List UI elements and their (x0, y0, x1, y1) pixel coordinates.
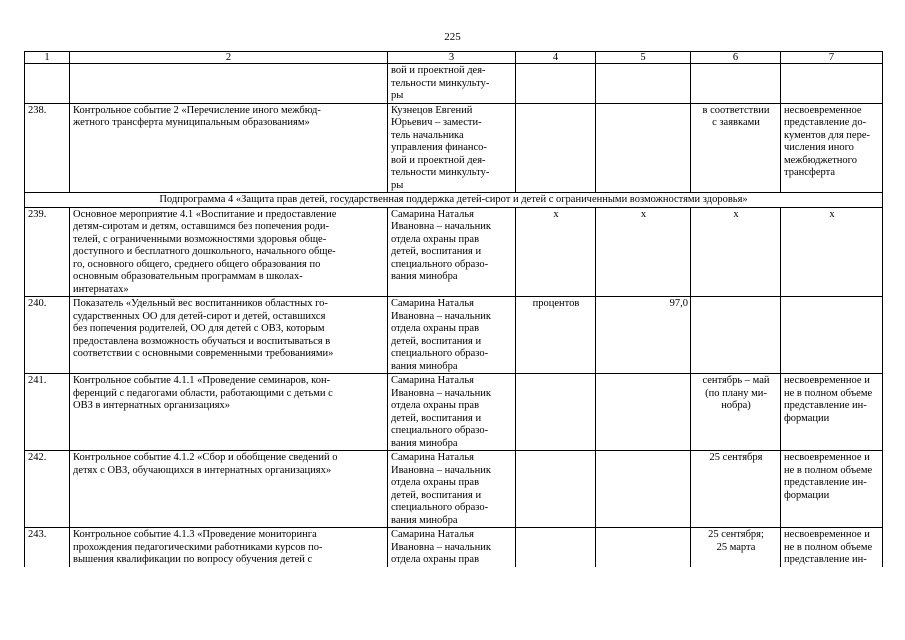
row-unit (516, 451, 596, 528)
row-unit: процентов (516, 297, 596, 374)
col-2-header: 2 (70, 52, 388, 64)
row-risk: несвоевременное и не в полном объеме представление ин- формации (781, 451, 883, 528)
col-4-header: 4 (516, 52, 596, 64)
row-term: в соответствии с заявками (691, 103, 781, 193)
row-number: 243. (25, 528, 70, 567)
row-number: 240. (25, 297, 70, 374)
row-responsible: Самарина Наталья Ивановна – начальник отдела охраны прав детей, воспитания и специального образо- вания минобра (388, 297, 516, 374)
row-responsible: Самарина Наталья Ивановна – начальник отдела охраны прав (388, 528, 516, 567)
row-value (596, 528, 691, 567)
table-row (25, 103, 883, 193)
page-number: 225 (444, 31, 461, 43)
row-name: Контрольное событие 4.1.3 «Проведение мониторинга прохождения педагогическими работниками курсов по- вышения квалификации по вопросу обучения детей с (70, 528, 388, 567)
row-number: 238. (25, 103, 70, 193)
row-responsible: Самарина Наталья Ивановна – начальник отдела охраны прав детей, воспитания и специального образо- вания минобра (388, 374, 516, 451)
row-name: Контрольное событие 4.1.1 «Проведение семинаров, кон- ференций с педагогами области, работающими с детьми с ОВЗ в интернатных организациях» (70, 374, 388, 451)
subprogram-row (25, 193, 883, 208)
row-responsible: вой и проектной дея- тельности минкульту- ры (388, 64, 516, 104)
table-row (25, 297, 883, 374)
row-unit (516, 528, 596, 567)
row-responsible: Кузнецов Евгений Юрьевич – замести- тель начальника управления финансо- вой и проектной дея- тельности минкульту- ры (388, 103, 516, 193)
subprogram-title: Подпрограмма 4 «Защита прав детей, государственная поддержка детей-сирот и детей с ограниченными возможностями здоровья» (25, 193, 883, 208)
row-risk (781, 297, 883, 374)
row-number: 239. (25, 207, 70, 297)
row-value (596, 374, 691, 451)
row-risk: несвоевременное и не в полном объеме представление ин- (781, 528, 883, 567)
row-term: 25 сентября; 25 марта (691, 528, 781, 567)
row-term: 25 сентября (691, 451, 781, 528)
table-row (25, 374, 883, 451)
table-row (25, 528, 883, 567)
row-unit (516, 64, 596, 104)
row-responsible: Самарина Наталья Ивановна – начальник отдела охраны прав детей, воспитания и специального образо- вания минобра (388, 207, 516, 297)
col-7-header: 7 (781, 52, 883, 64)
header-row (25, 52, 883, 64)
row-value: 97,0 (596, 297, 691, 374)
col-3-header: 3 (388, 52, 516, 64)
row-name: Показатель «Удельный вес воспитанников областных го- сударственных ОО для детей-сирот и детей, оставшихся без попечения родителей, ОО для детей с ОВЗ, которым предоставлена возможность обучаться и воспитываться в соответствии с основными современными требованиями» (70, 297, 388, 374)
row-risk: несвоевременное и не в полном объеме представление ин- формации (781, 374, 883, 451)
row-risk: х (781, 207, 883, 297)
row-name (70, 64, 388, 104)
plan-table (24, 51, 883, 567)
row-responsible: Самарина Наталья Ивановна – начальник отдела охраны прав детей, воспитания и специального образо- вания минобра (388, 451, 516, 528)
row-term: сентябрь – май (по плану ми- нобра) (691, 374, 781, 451)
row-number: 242. (25, 451, 70, 528)
row-term (691, 64, 781, 104)
row-name: Контрольное событие 4.1.2 «Сбор и обобщение сведений о детях с ОВЗ, обучающихся в интернатных организациях» (70, 451, 388, 528)
row-risk: несвоевременное представление до- кументов для пере- числения иного межбюджетного трансферта (781, 103, 883, 193)
row-term: х (691, 207, 781, 297)
col-5-header: 5 (596, 52, 691, 64)
table-row (25, 207, 883, 297)
row-unit (516, 103, 596, 193)
table-row (25, 64, 883, 104)
row-value (596, 103, 691, 193)
row-unit: х (516, 207, 596, 297)
row-value: х (596, 207, 691, 297)
row-unit (516, 374, 596, 451)
row-name: Основное мероприятие 4.1 «Воспитание и предоставление детям-сиротам и детям, оставшимся без попечения роди- телей, с ограниченными возможностями здоровья обще- доступного и бесплатного дошкольного, начального обще- го, основного общего, среднего общего образования по основным образовательным программам в школах- интернатах» (70, 207, 388, 297)
row-number: 241. (25, 374, 70, 451)
row-number (25, 64, 70, 104)
row-value (596, 64, 691, 104)
col-1-header: 1 (25, 52, 70, 64)
table-row (25, 451, 883, 528)
row-term (691, 297, 781, 374)
row-name: Контрольное событие 2 «Перечисление иного межбюд- жетного трансферта муниципальным образованиям» (70, 103, 388, 193)
row-risk (781, 64, 883, 104)
col-6-header: 6 (691, 52, 781, 64)
row-value (596, 451, 691, 528)
